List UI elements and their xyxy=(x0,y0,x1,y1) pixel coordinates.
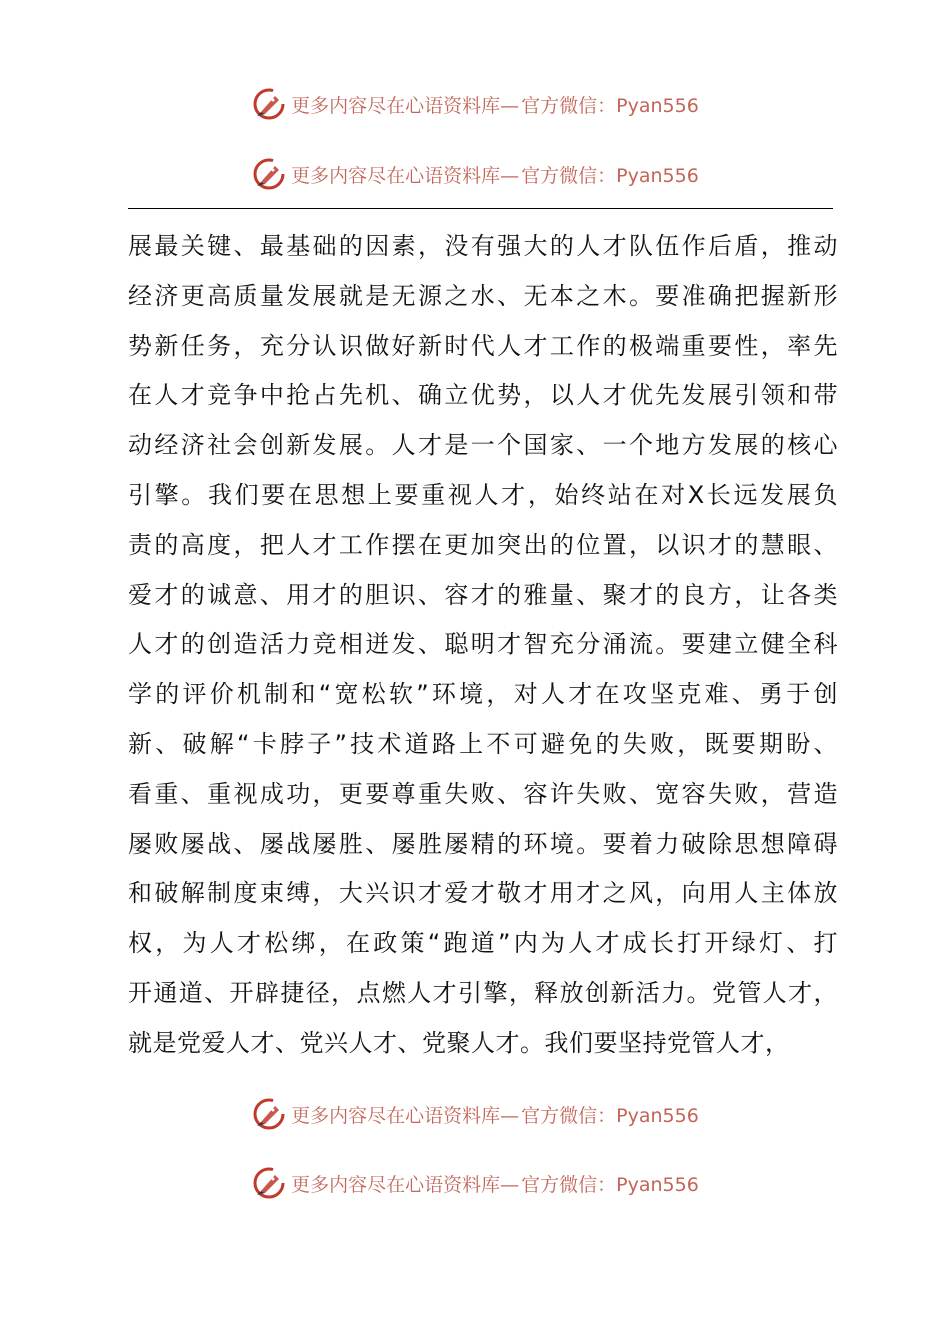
body-line: 屡败屡战、屡战屡胜、屡胜屡精的环境。要着力破除思想障碍 xyxy=(128,829,838,858)
body-line: 责的高度，把人才工作摆在更加突出的位置，以识才的慧眼、 xyxy=(128,530,838,559)
header-banner-2 xyxy=(0,154,950,194)
pen-nib-logo-icon xyxy=(251,86,287,122)
banner-text: 更多内容尽在心语资料库— xyxy=(291,164,520,187)
body-line: 在人才竞争中抢占先机、确立优势，以人才优先发展引领和带 xyxy=(128,381,838,410)
body-line: 学的评价机制和“宽松软”环境，对人才在攻坚克难、勇于创 xyxy=(128,680,838,709)
document-body xyxy=(128,222,838,1069)
body-line: 势新任务，充分认识做好新时代人才工作的极端重要性，率先 xyxy=(128,331,838,360)
header-banner-1 xyxy=(0,84,950,124)
banner-text: 更多内容尽在心语资料库— xyxy=(291,1173,520,1196)
body-line: 人才的创造活力竞相迸发、聪明才智充分涌流。要建立健全科 xyxy=(128,630,838,659)
pen-nib-logo-icon xyxy=(251,1096,287,1132)
banner-text: 更多内容尽在心语资料库— xyxy=(291,1104,520,1127)
pen-nib-logo-icon xyxy=(251,1165,287,1201)
pen-nib-logo-icon xyxy=(251,156,287,192)
footer-banner-1 xyxy=(0,1094,950,1134)
body-line: 动经济社会创新发展。人才是一个国家、一个地方发展的核心 xyxy=(128,431,838,460)
header-divider xyxy=(128,208,833,209)
body-line: 经济更高质量发展就是无源之水、无本之木。要准确把握新形 xyxy=(128,281,838,310)
body-line: 和破解制度束缚，大兴识才爱才敬才用才之风，向用人主体放 xyxy=(128,879,838,908)
body-line: 展最关键、最基础的因素，没有强大的人才队伍作后盾，推动 xyxy=(128,232,838,260)
body-line: 爱才的诚意、用才的胆识、容才的雅量、聚才的良方，让各类 xyxy=(128,580,838,609)
banner-wechat: 官方微信：Pyan556 xyxy=(521,94,699,117)
banner-wechat: 官方微信：Pyan556 xyxy=(521,1104,699,1127)
body-line: 开通道、开辟捷径，点燃人才引擎，释放创新活力。党管人才， xyxy=(128,978,838,1007)
footer-banner-2 xyxy=(0,1163,950,1203)
banner-wechat: 官方微信：Pyan556 xyxy=(521,164,699,187)
body-line: 看重、重视成功，更要尊重失败、容许失败、宽容失败，营造 xyxy=(128,779,838,808)
body-line: 就是党爱人才、党兴人才、党聚人才。我们要坚持党管人才， xyxy=(128,1028,790,1057)
banner-wechat: 官方微信：Pyan556 xyxy=(521,1173,699,1196)
body-line: 权，为人才松绑，在政策“跑道”内为人才成长打开绿灯、打 xyxy=(128,929,838,958)
banner-text: 更多内容尽在心语资料库— xyxy=(291,94,520,117)
body-line: 新、破解“卡脖子”技术道路上不可避免的失败，既要期盼、 xyxy=(128,729,838,758)
body-line: 引擎。我们要在思想上要重视人才，始终站在对X长远发展负 xyxy=(128,480,838,509)
